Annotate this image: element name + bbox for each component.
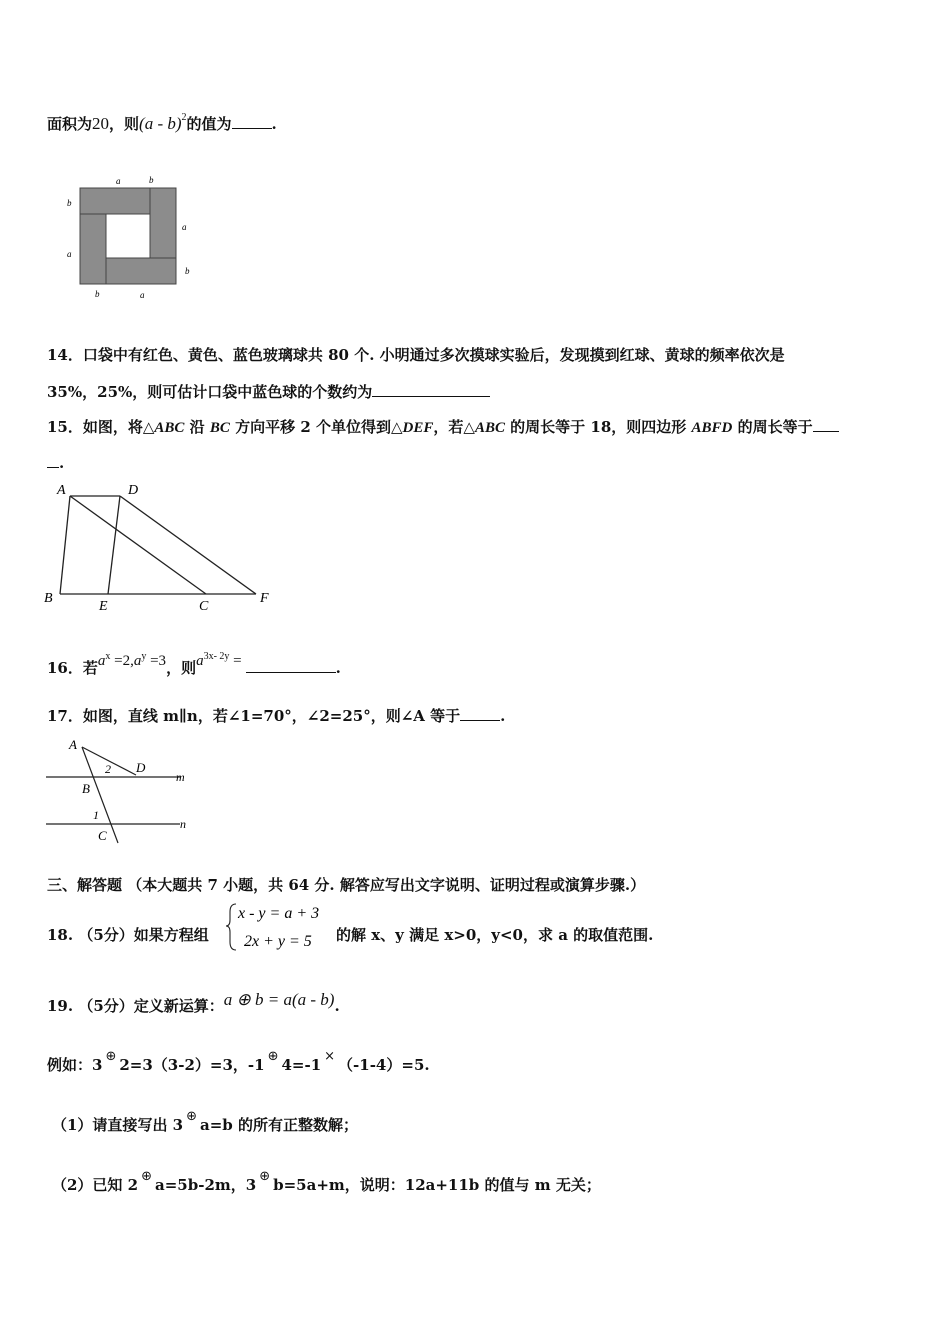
q15-text: 沿 xyxy=(184,418,210,436)
q15-line2 xyxy=(47,452,64,474)
example-text: 4=-1 xyxy=(281,1056,322,1074)
example-line xyxy=(47,1049,430,1078)
q18-suffix: 的解 x、y 满足 x>0，y<0，求 a 的取值范围. xyxy=(336,926,654,944)
q13-answer-blank[interactable] xyxy=(232,114,272,129)
fig13-label: a xyxy=(116,176,121,186)
oplus-icon: ⊕ xyxy=(105,1049,117,1064)
q15-triangle-abc: ABC xyxy=(474,420,505,436)
fig17-label-angle1: 1 xyxy=(93,808,99,822)
q19-line xyxy=(47,990,340,1017)
example-text: （-1-4）=5. xyxy=(338,1056,430,1074)
fig15-translation-figure xyxy=(40,480,280,615)
q13-area: 20 xyxy=(92,114,110,133)
q16-base-a: a xyxy=(133,653,142,669)
q16-base-a: a xyxy=(196,653,204,669)
q15-segment-bc: BC xyxy=(209,420,230,436)
fig15-label-b: B xyxy=(44,591,53,606)
q15-answer-blank[interactable] xyxy=(813,417,839,432)
fig13-label: b xyxy=(67,198,72,208)
q15-text: 15．如图，将△ xyxy=(47,418,155,436)
oplus-icon: ⊕ xyxy=(141,1169,153,1184)
fig17-label-m: m xyxy=(176,770,185,784)
q19-text: 19. （5分）定义新运算： xyxy=(47,997,224,1015)
fig13-label: a xyxy=(67,249,72,259)
q16-end: . xyxy=(335,659,341,677)
q16-answer-blank[interactable] xyxy=(246,658,336,673)
q15-text: 的周长等于 18，则四边形 xyxy=(504,418,692,436)
fig13-label: b xyxy=(185,266,190,276)
q16-eq3: = xyxy=(229,653,242,669)
q18-equation-2: 2x + y = 5 xyxy=(244,933,312,950)
q16-exp-y: y xyxy=(141,651,147,662)
q16-base-a: a xyxy=(97,653,106,669)
q13-end: . xyxy=(271,115,277,133)
fig15-label-c: C xyxy=(199,599,209,614)
fig15-segment-df xyxy=(120,496,256,594)
fig15-segment-ab xyxy=(60,496,70,594)
fig13-square-figure xyxy=(60,170,200,305)
q15-line xyxy=(47,416,839,439)
q17-end: . xyxy=(500,707,506,725)
part2-text: （2）已知 2 xyxy=(52,1176,139,1194)
q16-text: ，则 xyxy=(166,659,197,677)
q16-line xyxy=(47,651,341,682)
part2-text: b=5a+m，说明：12a+11b 的值与 m 无关； xyxy=(273,1176,601,1194)
fig15-segment-ac xyxy=(70,496,206,594)
q14-line1: 14．口袋中有红色、黄色、蓝色玻璃球共 80 个. 小明通过多次摸球实验后，发现摸到红球、黄球的频率依次是 xyxy=(47,346,785,364)
part1-line xyxy=(52,1109,359,1138)
q16-exp-x: x xyxy=(105,651,111,662)
q15-text: 的周长等于 xyxy=(732,418,813,436)
example-text: 例如：3 xyxy=(47,1056,103,1074)
oplus-icon: ⊕ xyxy=(259,1169,271,1184)
part2-text: a=5b-2m，3 xyxy=(155,1176,257,1194)
q18-brace-icon xyxy=(226,904,236,950)
fig13-label: a xyxy=(140,290,145,300)
q16-exp-3x2y: 3x- 2y xyxy=(203,651,230,662)
oplus-icon: ⊕ xyxy=(186,1109,198,1124)
q18-prefix: 18. （5分）如果方程组 xyxy=(47,926,209,944)
q15-text: ，若△ xyxy=(433,418,475,436)
fig17-label-b: B xyxy=(82,781,90,796)
q13-prefix: 面积为 xyxy=(47,115,93,133)
q15-triangle-abc: ABC xyxy=(154,420,185,436)
q17-line xyxy=(47,705,505,727)
fig15-label-e: E xyxy=(99,599,108,614)
times-icon: × xyxy=(324,1049,336,1064)
fig13-inner-hole xyxy=(106,214,150,258)
q13-mid: ，则 xyxy=(109,115,140,133)
fig15-label-f: F xyxy=(260,591,269,606)
q13-exp: 2 xyxy=(181,112,187,123)
q18-equation-1: x - y = a + 3 xyxy=(238,905,320,922)
section3-heading: 三、解答题 （本大题共 7 小题，共 64 分. 解答应写出文字说明、证明过程或演算步骤.） xyxy=(47,876,646,894)
fig17-label-d: D xyxy=(136,760,146,775)
q15-end: . xyxy=(59,454,65,472)
example-text: 2=3（3-2）=3，-1 xyxy=(119,1056,265,1074)
fig17-label-angle2: 2 xyxy=(105,762,111,776)
q14-line2-text: 35%，25%，则可估计口袋中蓝色球的个数约为 xyxy=(47,383,373,401)
q13-suffix: 的值为 xyxy=(186,115,232,133)
q17-answer-blank[interactable] xyxy=(460,706,500,721)
q15-triangle-def: DEF xyxy=(402,420,434,436)
fig17-label-c: C xyxy=(98,828,107,843)
fig17-label-a: A xyxy=(69,737,77,752)
part1-text: （1）请直接写出 3 xyxy=(52,1116,184,1134)
q17-text: 17．如图，直线 m∥n，若∠1=70°，∠2=25°，则∠A 等于 xyxy=(47,707,461,725)
fig17-label-n: n xyxy=(180,817,186,831)
fig17-parallel-lines-figure xyxy=(40,735,210,850)
part1-text: a=b 的所有正整数解； xyxy=(200,1116,359,1134)
fig13-label: a xyxy=(182,222,187,232)
oplus-icon: ⊕ xyxy=(267,1049,279,1064)
fig13-label: b xyxy=(149,175,154,185)
q15-quad-abfd: ABFD xyxy=(691,420,733,436)
q14-answer-blank[interactable] xyxy=(372,382,490,397)
q13-line xyxy=(47,113,277,138)
q15-text: 方向平移 2 个单位得到△ xyxy=(229,418,403,436)
q18-equation-system xyxy=(226,900,336,952)
fig13-label: b xyxy=(95,289,100,299)
fig15-label-a: A xyxy=(57,483,66,498)
q16-eq2: =3 xyxy=(146,653,167,669)
q14-line2 xyxy=(47,381,490,403)
q19-end: . xyxy=(334,997,340,1015)
q16-eq1: =2, xyxy=(110,653,134,669)
q19-definition: a ⊕ b = a(a - b) xyxy=(223,990,335,1009)
q15-answer-blank-cont[interactable] xyxy=(47,453,59,468)
fig15-segment-de xyxy=(108,496,120,594)
fig15-label-d: D xyxy=(128,483,139,498)
part2-line xyxy=(52,1169,601,1198)
q13-expr: (a - b) xyxy=(139,114,182,133)
q16-text: 16．若 xyxy=(47,659,98,677)
